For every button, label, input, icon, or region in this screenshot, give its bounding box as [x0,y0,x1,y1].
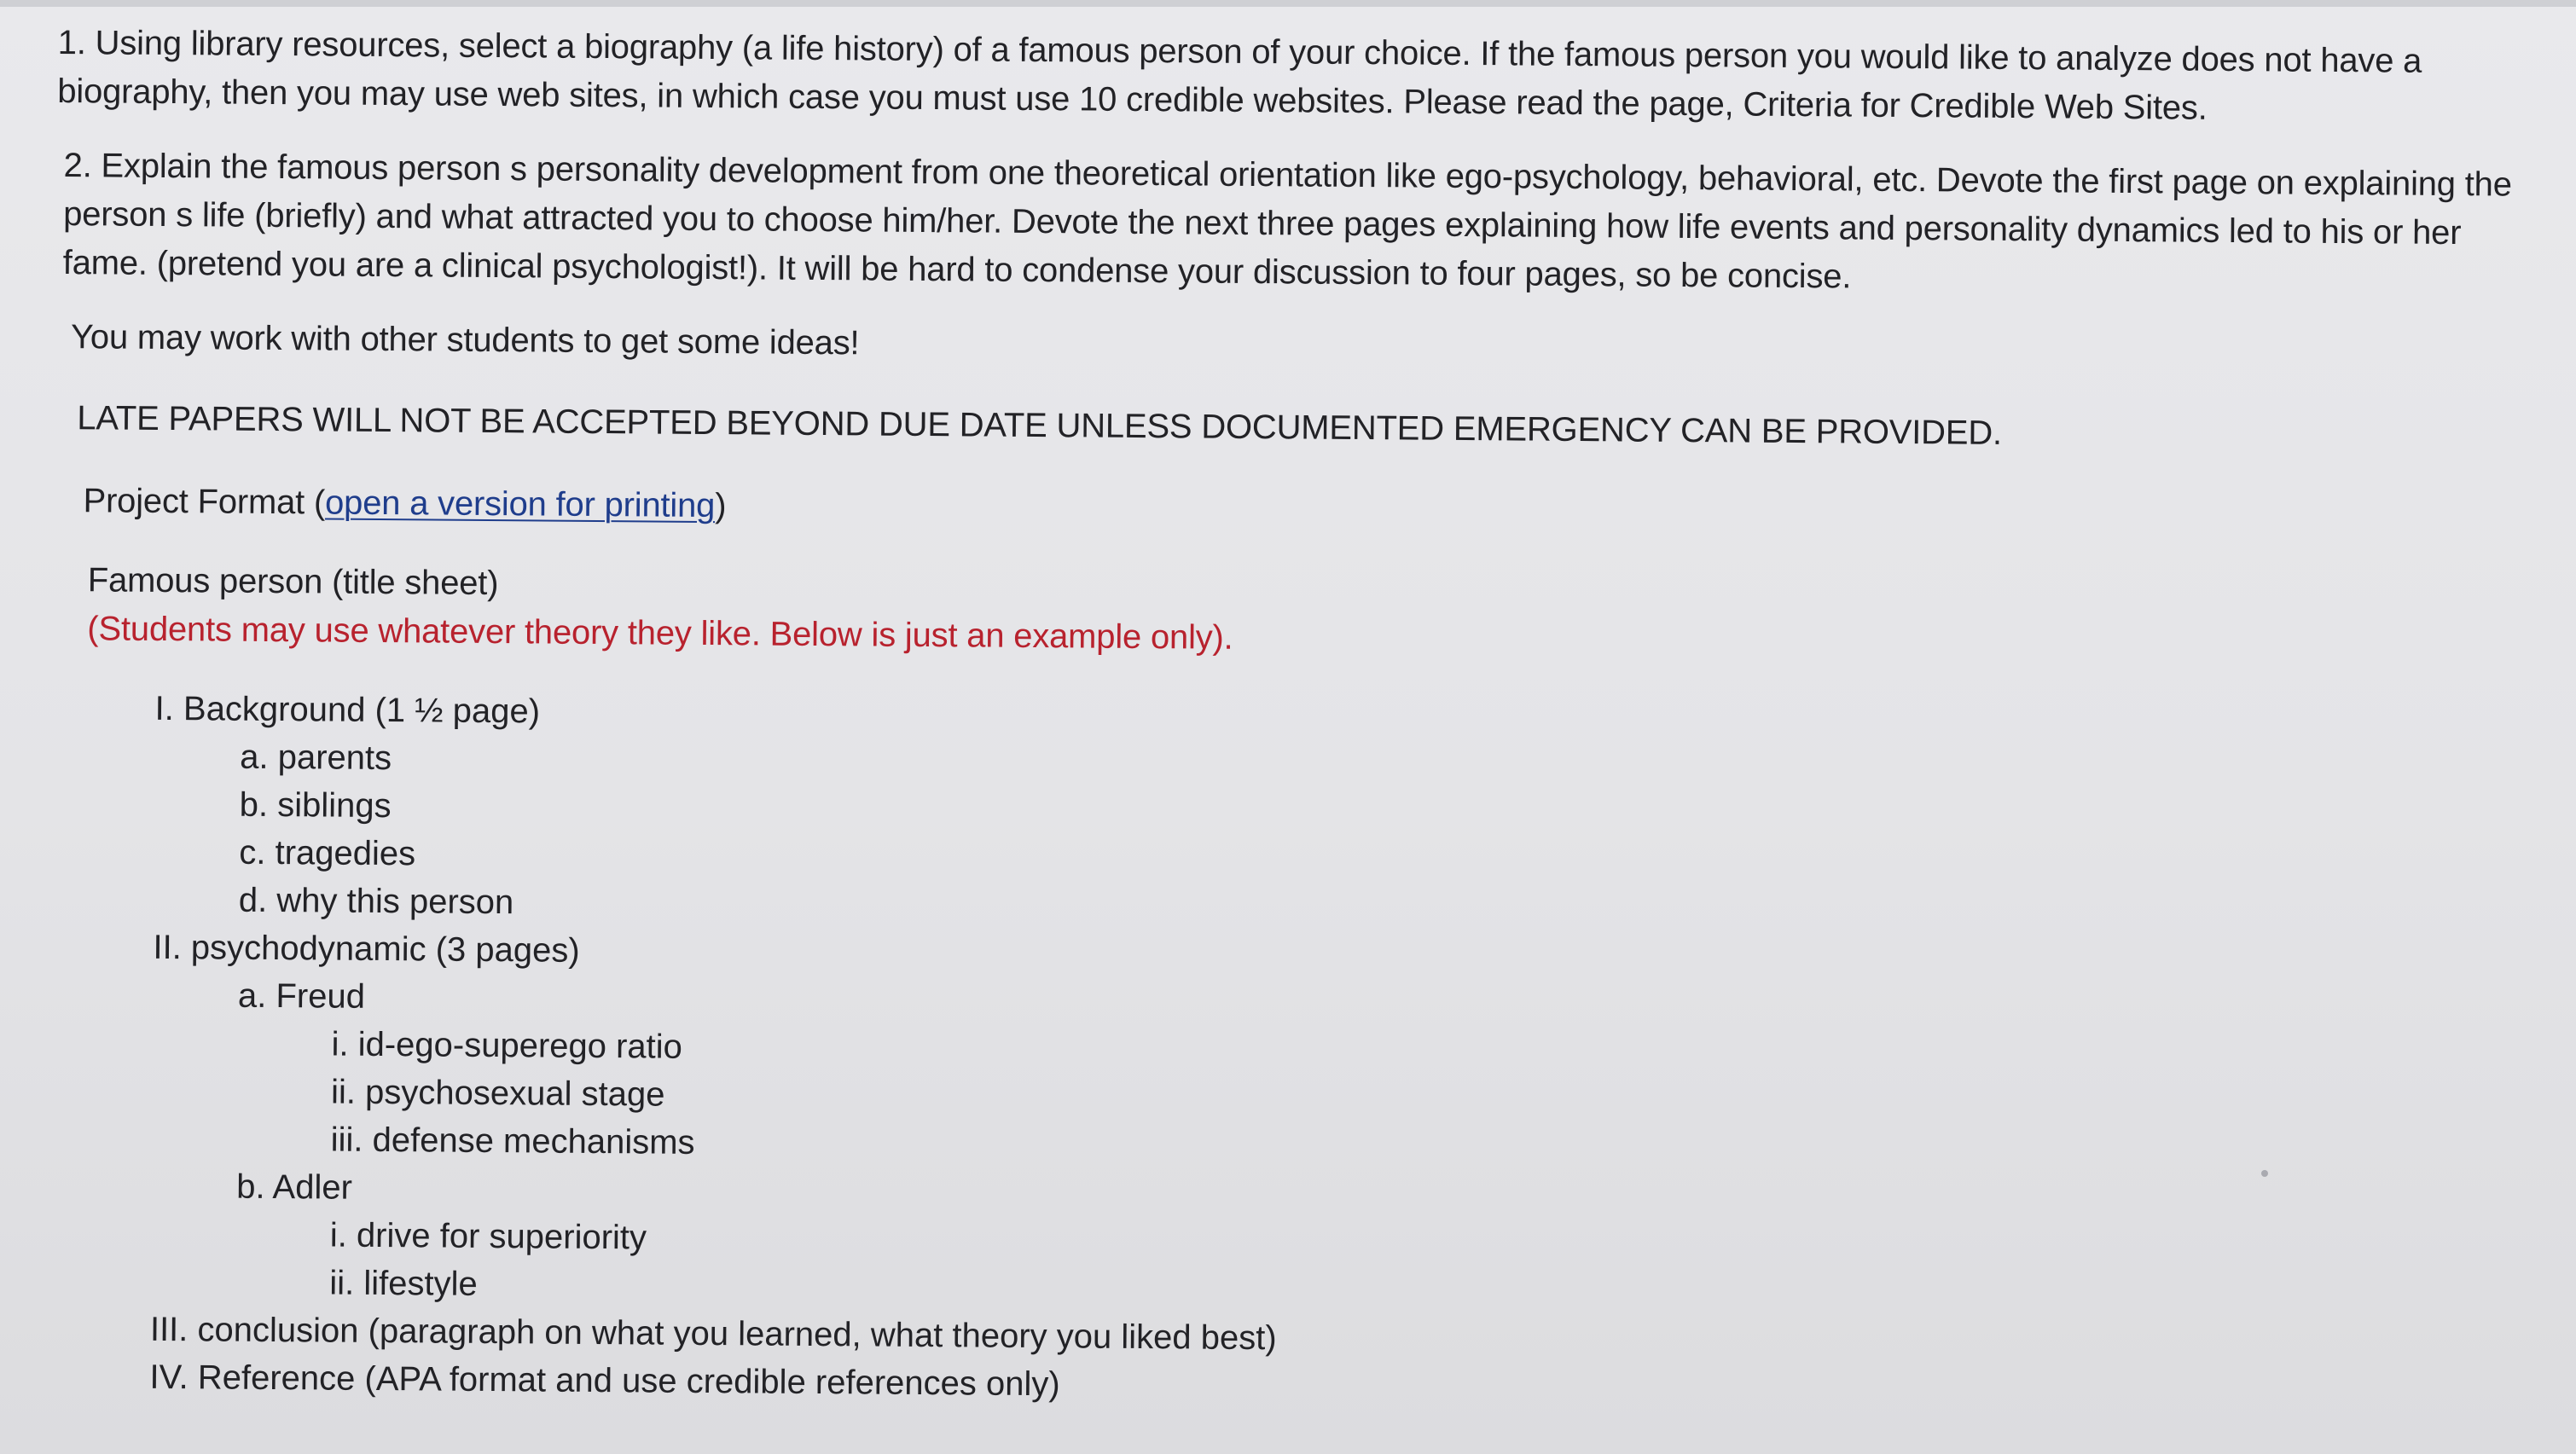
outline-item: c. tragedies [239,833,416,873]
assignment-content [47,19,2532,1420]
outline-item: III. conclusion (paragraph on what you learned, what theory you liked best) [149,1310,1277,1358]
instruction-paragraph-1: 1. Using library resources, select a biography (a life history) of a famous person of your choice. If the famous person you would like to analyze does not have a biography, then you may use web sites, in which case you must use 10 credible websites. Please read the page, Criteria for Credible Web Sites. [57,23,2422,127]
theory-example-note: (Students may use whatever theory they like. Below is just an example only). [87,610,1233,657]
outline-item: ii. psychosexual stage [330,1073,665,1114]
collaboration-note: You may work with other students to get some ideas! [70,318,860,362]
top-edge-bar [0,0,2576,7]
outline-item: b. siblings [239,785,392,825]
late-papers-warning: LATE PAPERS WILL NOT BE ACCEPTED BEYOND DUE DATE UNLESS DOCUMENTED EMERGENCY CAN BE PROVIDED. [77,399,2003,452]
outline-item: ii. lifestyle [329,1264,478,1303]
print-version-link[interactable]: open a version for printing [324,484,716,525]
title-sheet-line: Famous person (title sheet) [87,561,499,603]
outline-item: a. parents [240,738,392,778]
outline-item: d. why this person [238,881,514,922]
outline-item: II. psychodynamic (3 pages) [153,928,580,970]
outline-item: i. drive for superiority [329,1216,647,1257]
outline-item: i. id-ego-superego ratio [331,1025,683,1066]
project-format-label: Project Format ( [83,482,326,522]
project-format-suffix: ) [715,487,727,525]
outline-item: b. Adler [236,1167,353,1207]
outline-item: a. Freud [237,976,366,1016]
project-format-line [54,477,2527,545]
project-outline [47,684,2527,1420]
outline-item: I. Background (1 ½ page) [154,689,541,731]
screen-speck [2261,1170,2268,1177]
instruction-paragraph-2: 2. Explain the famous person s personality development from one theoretical orientation like ego-psychology, behavioral, etc. Devote the first page on explaining the person s life (briefly) and what attracted you to choose him/her. Devote the next three pages explaining how life events and personality dynamics led to his or her fame. (pretend you are a clinical psychologist!). It will be hard to condense your discussion to four pages, so be concise. [62,147,2512,296]
outline-item: iii. defense mechanisms [330,1121,695,1161]
outline-item: IV. Reference (APA format and use credible references only) [149,1358,1060,1404]
